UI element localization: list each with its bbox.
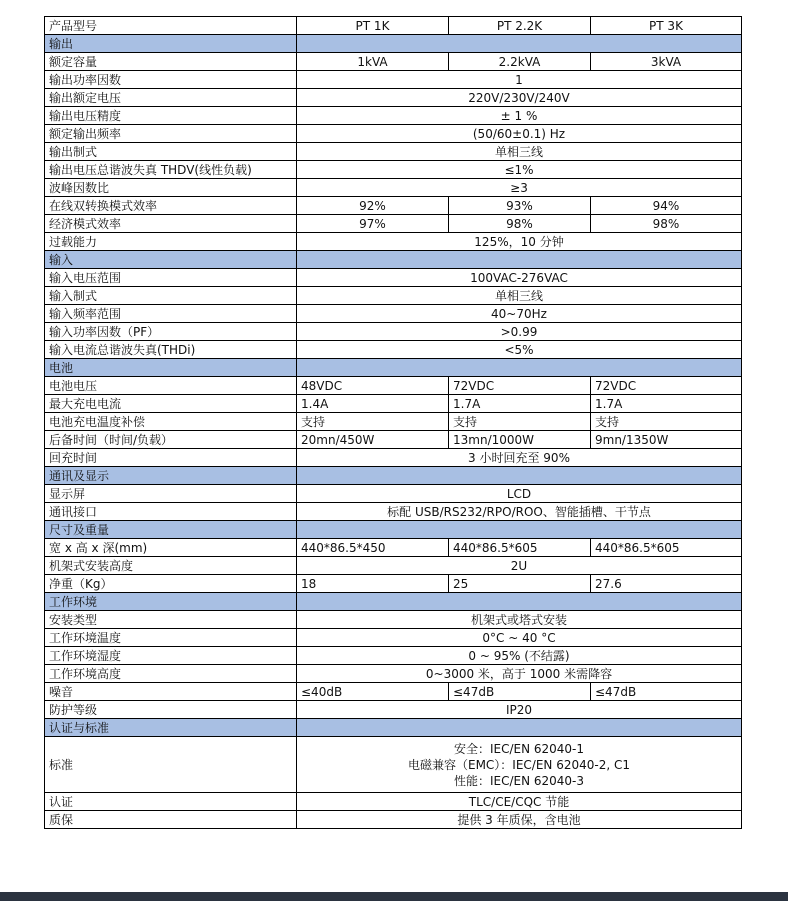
spec-row bbox=[45, 683, 742, 701]
spec-row bbox=[45, 107, 742, 125]
section-row bbox=[45, 35, 742, 53]
section-fill bbox=[297, 251, 742, 269]
spec-row bbox=[45, 53, 742, 71]
spec-value: 标配 USB/RS232/RPO/ROO、智能插槽、干节点 bbox=[297, 503, 742, 521]
spec-value: 72VDC bbox=[591, 377, 742, 395]
spec-label: 输入电压范围 bbox=[45, 269, 297, 287]
spec-row bbox=[45, 341, 742, 359]
spec-label: 工作环境高度 bbox=[45, 665, 297, 683]
section-title: 电池 bbox=[45, 359, 297, 377]
section-title: 通讯及显示 bbox=[45, 467, 297, 485]
spec-row bbox=[45, 793, 742, 811]
spec-row bbox=[45, 503, 742, 521]
spec-value: 1.7A bbox=[591, 395, 742, 413]
spec-label: 输入频率范围 bbox=[45, 305, 297, 323]
spec-value: 27.6 bbox=[591, 575, 742, 593]
spec-label: 标准 bbox=[45, 737, 297, 793]
spec-value: 93% bbox=[449, 197, 591, 215]
spec-value: 单相三线 bbox=[297, 287, 742, 305]
spec-value: 40~70Hz bbox=[297, 305, 742, 323]
spec-value: 单相三线 bbox=[297, 143, 742, 161]
spec-value: TLC/CE/CQC 节能 bbox=[297, 793, 742, 811]
spec-value: ≤1% bbox=[297, 161, 742, 179]
spec-value: 3kVA bbox=[591, 53, 742, 71]
spec-row bbox=[45, 233, 742, 251]
spec-value: 100VAC-276VAC bbox=[297, 269, 742, 287]
spec-value: IP20 bbox=[297, 701, 742, 719]
spec-label: 输出电压总谐波失真 THDV(线性负载) bbox=[45, 161, 297, 179]
spec-value: 3 小时回充至 90% bbox=[297, 449, 742, 467]
spec-value: 1 bbox=[297, 71, 742, 89]
spec-value: 提供 3 年质保，含电池 bbox=[297, 811, 742, 829]
spec-label: 输入制式 bbox=[45, 287, 297, 305]
spec-row bbox=[45, 269, 742, 287]
spec-value: 13mn/1000W bbox=[449, 431, 591, 449]
spec-value: 48VDC bbox=[297, 377, 449, 395]
spec-value: 440*86.5*605 bbox=[449, 539, 591, 557]
spec-value: 220V/230V/240V bbox=[297, 89, 742, 107]
spec-row bbox=[45, 737, 742, 793]
spec-label: 回充时间 bbox=[45, 449, 297, 467]
spec-value: 72VDC bbox=[449, 377, 591, 395]
spec-value: 1.4A bbox=[297, 395, 449, 413]
section-fill bbox=[297, 521, 742, 539]
section-title: 输入 bbox=[45, 251, 297, 269]
spec-row bbox=[45, 575, 742, 593]
spec-value: 2U bbox=[297, 557, 742, 575]
spec-row bbox=[45, 449, 742, 467]
spec-row bbox=[45, 197, 742, 215]
section-title: 输出 bbox=[45, 35, 297, 53]
spec-label: 额定容量 bbox=[45, 53, 297, 71]
spec-value: 125%，10 分钟 bbox=[297, 233, 742, 251]
section-row bbox=[45, 593, 742, 611]
spec-value: 94% bbox=[591, 197, 742, 215]
spec-row bbox=[45, 215, 742, 233]
spec-row bbox=[45, 377, 742, 395]
spec-value: 98% bbox=[591, 215, 742, 233]
spec-row bbox=[45, 143, 742, 161]
spec-value: 98% bbox=[449, 215, 591, 233]
spec-label: 机架式安装高度 bbox=[45, 557, 297, 575]
spec-row bbox=[45, 431, 742, 449]
section-fill bbox=[297, 35, 742, 53]
bottom-bar bbox=[0, 892, 788, 901]
spec-row bbox=[45, 557, 742, 575]
spec-row bbox=[45, 71, 742, 89]
model-name: PT 2.2K bbox=[449, 17, 591, 35]
spec-label: 工作环境温度 bbox=[45, 629, 297, 647]
spec-value: <5% bbox=[297, 341, 742, 359]
spec-row bbox=[45, 665, 742, 683]
spec-value: 支持 bbox=[591, 413, 742, 431]
spec-label: 后备时间（时间/负载） bbox=[45, 431, 297, 449]
section-row bbox=[45, 359, 742, 377]
spec-label: 净重（Kg） bbox=[45, 575, 297, 593]
spec-row bbox=[45, 485, 742, 503]
spec-label: 输出电压精度 bbox=[45, 107, 297, 125]
spec-label: 输入功率因数（PF） bbox=[45, 323, 297, 341]
section-fill bbox=[297, 359, 742, 377]
model-name: PT 1K bbox=[297, 17, 449, 35]
spec-value: ≤47dB bbox=[591, 683, 742, 701]
spec-label: 输出制式 bbox=[45, 143, 297, 161]
spec-value: >0.99 bbox=[297, 323, 742, 341]
spec-row bbox=[45, 125, 742, 143]
spec-row bbox=[45, 629, 742, 647]
section-fill bbox=[297, 593, 742, 611]
spec-label: 安装类型 bbox=[45, 611, 297, 629]
spec-value: 0 ~ 95% (不结露) bbox=[297, 647, 742, 665]
section-fill bbox=[297, 719, 742, 737]
spec-table bbox=[44, 16, 742, 829]
spec-value: 440*86.5*450 bbox=[297, 539, 449, 557]
spec-value: LCD bbox=[297, 485, 742, 503]
spec-value: 0°C ~ 40 °C bbox=[297, 629, 742, 647]
section-row bbox=[45, 251, 742, 269]
section-row bbox=[45, 719, 742, 737]
spec-row bbox=[45, 323, 742, 341]
standard-line: 电磁兼容（EMC）：IEC/EN 62040-2, C1 bbox=[407, 757, 630, 772]
spec-label: 工作环境湿度 bbox=[45, 647, 297, 665]
spec-row bbox=[45, 161, 742, 179]
spec-label: 最大充电电流 bbox=[45, 395, 297, 413]
spec-value: 97% bbox=[297, 215, 449, 233]
spec-row bbox=[45, 611, 742, 629]
spec-label: 通讯接口 bbox=[45, 503, 297, 521]
spec-value: ≥3 bbox=[297, 179, 742, 197]
spec-row bbox=[45, 287, 742, 305]
spec-label: 电池充电温度补偿 bbox=[45, 413, 297, 431]
spec-value: 20mn/450W bbox=[297, 431, 449, 449]
spec-value: 0~3000 米，高于 1000 米需降容 bbox=[297, 665, 742, 683]
spec-value: ± 1 % bbox=[297, 107, 742, 125]
spec-value: ≤47dB bbox=[449, 683, 591, 701]
spec-value: 9mn/1350W bbox=[591, 431, 742, 449]
spec-value: 1kVA bbox=[297, 53, 449, 71]
spec-value: (50/60±0.1) Hz bbox=[297, 125, 742, 143]
spec-value: 1.7A bbox=[449, 395, 591, 413]
spec-label: 显示屏 bbox=[45, 485, 297, 503]
spec-value: 机架式或塔式安装 bbox=[297, 611, 742, 629]
header-label: 产品型号 bbox=[45, 17, 297, 35]
spec-label: 输出额定电压 bbox=[45, 89, 297, 107]
spec-row bbox=[45, 811, 742, 829]
spec-row bbox=[45, 413, 742, 431]
spec-value: 25 bbox=[449, 575, 591, 593]
spec-label: 噪音 bbox=[45, 683, 297, 701]
spec-row bbox=[45, 89, 742, 107]
header-row bbox=[45, 17, 742, 35]
standard-line: 性能：IEC/EN 62040-3 bbox=[453, 773, 585, 788]
spec-label: 质保 bbox=[45, 811, 297, 829]
spec-value: 2.2kVA bbox=[449, 53, 591, 71]
spec-label: 输入电流总谐波失真(THDi) bbox=[45, 341, 297, 359]
section-title: 工作环境 bbox=[45, 593, 297, 611]
spec-label: 额定输出频率 bbox=[45, 125, 297, 143]
section-fill bbox=[297, 467, 742, 485]
spec-label: 防护等级 bbox=[45, 701, 297, 719]
spec-label: 在线双转换模式效率 bbox=[45, 197, 297, 215]
standard-line: 安全：IEC/EN 62040-1 bbox=[453, 741, 585, 756]
spec-row bbox=[45, 305, 742, 323]
spec-label: 过载能力 bbox=[45, 233, 297, 251]
spec-value-multi bbox=[297, 737, 742, 793]
spec-label: 波峰因数比 bbox=[45, 179, 297, 197]
spec-value: 18 bbox=[297, 575, 449, 593]
spec-row bbox=[45, 179, 742, 197]
spec-label: 经济模式效率 bbox=[45, 215, 297, 233]
spec-value: 支持 bbox=[449, 413, 591, 431]
spec-value: 92% bbox=[297, 197, 449, 215]
model-name: PT 3K bbox=[591, 17, 742, 35]
section-title: 认证与标准 bbox=[45, 719, 297, 737]
section-row bbox=[45, 521, 742, 539]
spec-label: 电池电压 bbox=[45, 377, 297, 395]
spec-label: 认证 bbox=[45, 793, 297, 811]
spec-row bbox=[45, 647, 742, 665]
spec-row bbox=[45, 395, 742, 413]
section-title: 尺寸及重量 bbox=[45, 521, 297, 539]
spec-row bbox=[45, 701, 742, 719]
spec-value: ≤40dB bbox=[297, 683, 449, 701]
spec-label: 宽 x 高 x 深(mm) bbox=[45, 539, 297, 557]
spec-value: 支持 bbox=[297, 413, 449, 431]
spec-label: 输出功率因数 bbox=[45, 71, 297, 89]
section-row bbox=[45, 467, 742, 485]
spec-row bbox=[45, 539, 742, 557]
spec-value: 440*86.5*605 bbox=[591, 539, 742, 557]
spec-table-body bbox=[45, 17, 742, 829]
